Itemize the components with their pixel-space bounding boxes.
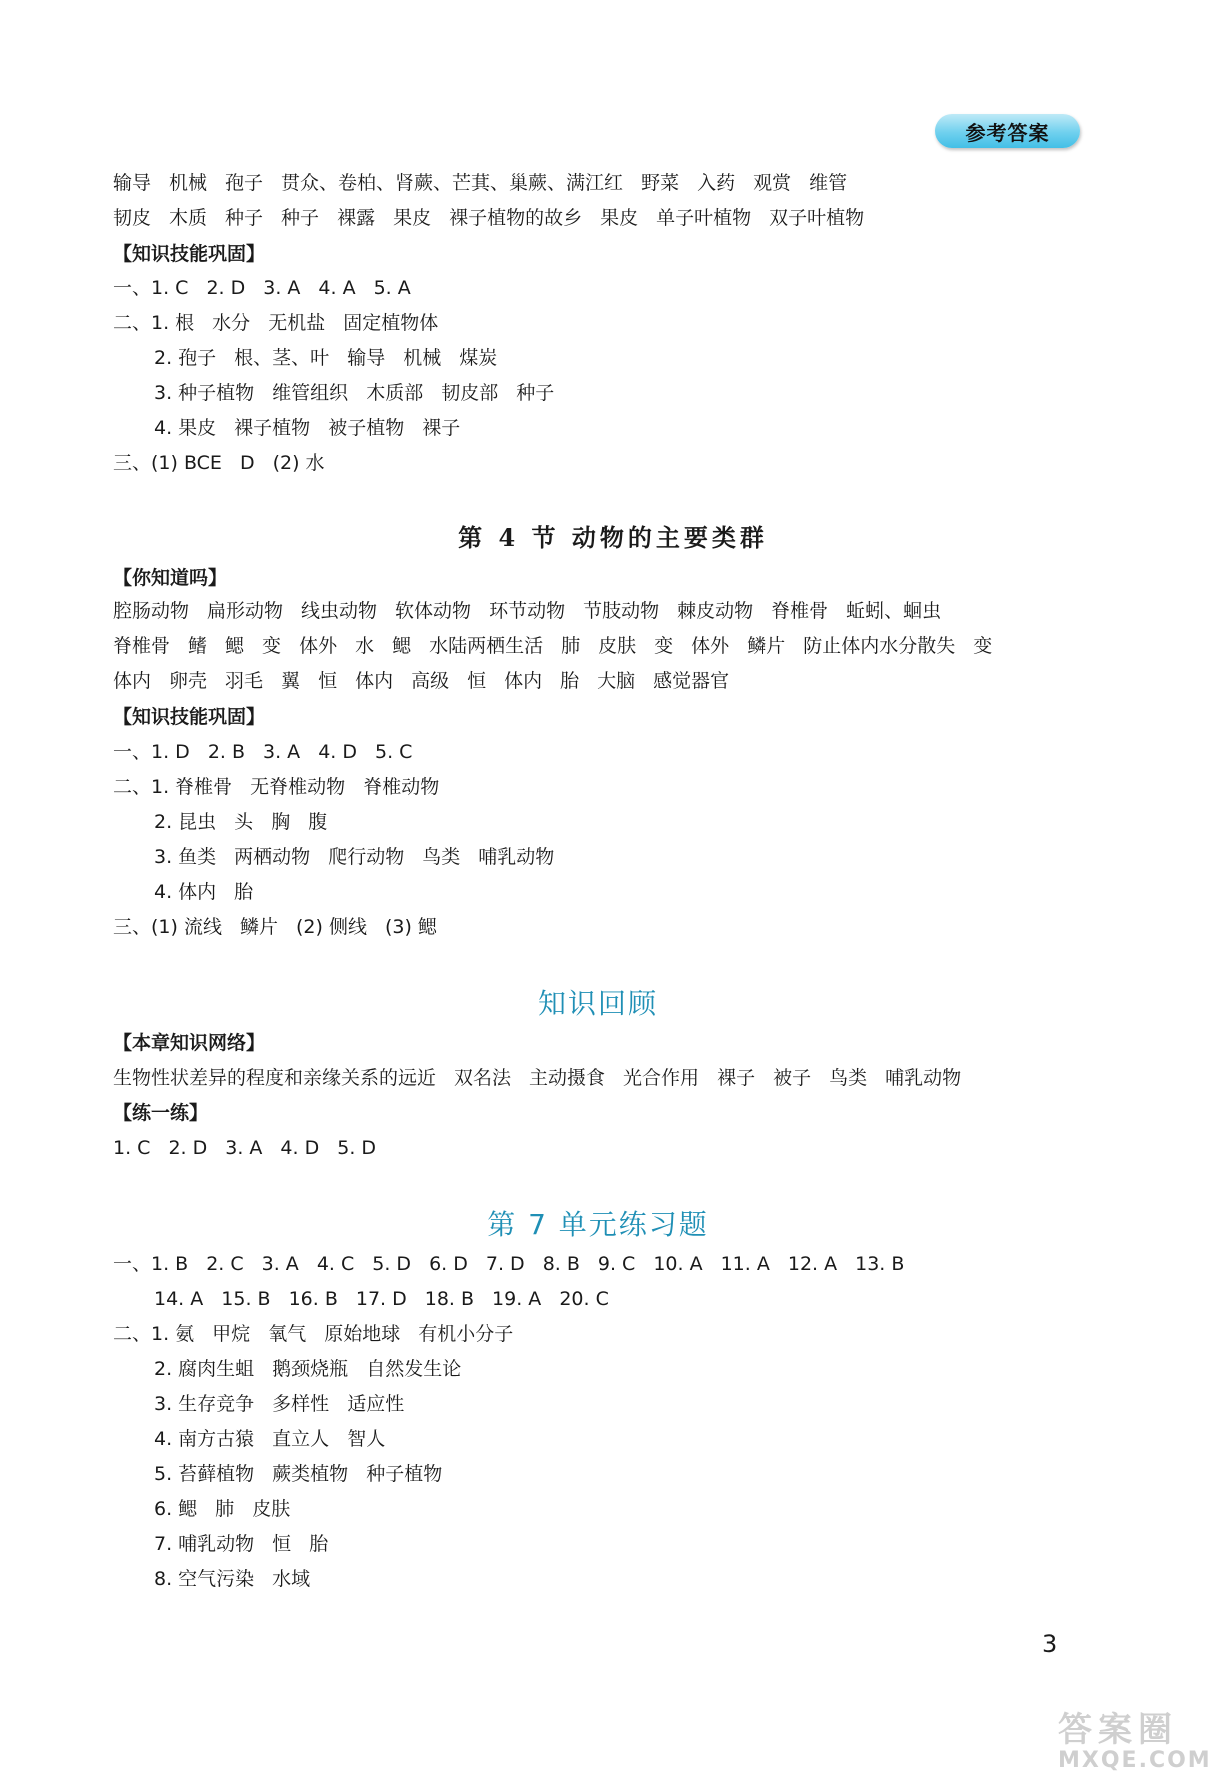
- answer-item: 蚯蚓、蛔虫: [846, 600, 942, 622]
- answer-item: 4. A: [318, 277, 356, 299]
- answer-item: 三、(1) 流线: [113, 916, 222, 938]
- answer-item: 胎: [309, 1533, 329, 1555]
- answer-item: 3. 鱼类: [154, 846, 217, 868]
- answer-item: 裸子植物的故乡: [449, 207, 583, 229]
- answer-item: 有机小分子: [418, 1323, 514, 1345]
- answer-item: 输导: [113, 172, 152, 194]
- answer-item: 腔肠动物: [113, 600, 190, 622]
- answer-item: 2. 孢子: [154, 347, 217, 369]
- answer-item: 7. D: [485, 1253, 525, 1275]
- answer-item: 2. 昆虫: [154, 811, 217, 833]
- answer-line: [113, 631, 992, 661]
- answer-line: [113, 596, 941, 626]
- answer-item: 水分: [212, 312, 251, 334]
- answer-item: 4. D: [318, 741, 357, 763]
- answer-item: 5. A: [373, 277, 411, 299]
- answer-item: 二、1. 氨: [113, 1323, 195, 1345]
- answer-item: 固定植物体: [343, 312, 439, 334]
- answer-item: 双名法: [454, 1067, 512, 1089]
- answer-item: 8. 空气污染: [154, 1568, 255, 1590]
- answer-item: 皮肤: [598, 635, 637, 657]
- answer-item: 光合作用: [623, 1067, 700, 1089]
- answer-line: [154, 378, 554, 408]
- answer-item: 甲烷: [212, 1323, 251, 1345]
- answer-item: 8. B: [542, 1253, 580, 1275]
- answer-item: 恒: [318, 670, 338, 692]
- section-heading: [113, 1098, 208, 1128]
- answer-item: 生物性状差异的程度和亲缘关系的远近: [113, 1067, 437, 1089]
- answer-item: 18. B: [424, 1288, 475, 1310]
- answer-item: 4. 体内: [154, 881, 217, 903]
- watermark-top: 答案圈: [1058, 1710, 1178, 1750]
- answer-item: 5. D: [372, 1253, 412, 1275]
- answer-item: 2. D: [206, 277, 246, 299]
- answer-item: 棘皮动物: [677, 600, 754, 622]
- answer-item: 三、(1) BCE: [113, 452, 222, 474]
- answer-line: [154, 877, 253, 907]
- answer-item: 体内: [113, 670, 152, 692]
- answer-item: 主动摄食: [529, 1067, 606, 1089]
- answer-item: 肺: [561, 635, 581, 657]
- answer-line: [113, 666, 729, 696]
- answer-line: [154, 807, 327, 837]
- answer-item: 3. 生存竞争: [154, 1393, 255, 1415]
- answer-item: 双子叶植物: [769, 207, 865, 229]
- answer-item: 4. 南方古猿: [154, 1428, 255, 1450]
- answer-item: 10. A: [653, 1253, 703, 1275]
- answer-item: 孢子: [225, 172, 264, 194]
- answer-item: 肺: [215, 1498, 235, 1520]
- answer-item: 多样性: [272, 1393, 330, 1415]
- answer-item: 自然发生论: [366, 1358, 462, 1380]
- answer-item: 变: [973, 635, 993, 657]
- page-number: 3: [1042, 1630, 1058, 1658]
- answer-item: 维管组织: [272, 382, 349, 404]
- answer-line: [113, 168, 847, 198]
- answer-item: 大脑: [597, 670, 636, 692]
- answer-item: 机械: [169, 172, 208, 194]
- answer-item: 二、1. 根: [113, 312, 195, 334]
- answer-item: 5. 苔藓植物: [154, 1463, 255, 1485]
- answer-item: 3. A: [261, 1253, 299, 1275]
- answer-line: [154, 1459, 442, 1489]
- answer-line: [113, 1319, 513, 1349]
- answer-line: [113, 1063, 961, 1093]
- answer-item: 防止体内水分散失: [803, 635, 956, 657]
- answer-item: 无脊椎动物: [250, 776, 346, 798]
- answer-item: 木质: [169, 207, 208, 229]
- answer-item: 恒: [272, 1533, 292, 1555]
- answer-line: [154, 1564, 310, 1594]
- answer-item: 11. A: [720, 1253, 770, 1275]
- answer-item: 15. B: [221, 1288, 271, 1310]
- answer-item: 脊椎骨: [771, 600, 829, 622]
- answer-item: 一、1. D: [113, 741, 190, 763]
- answer-item: 智人: [347, 1428, 386, 1450]
- answer-line: [154, 413, 460, 443]
- answer-item: 裸子植物: [234, 417, 311, 439]
- answer-item: 1. C: [113, 1137, 151, 1159]
- answer-item: 被子: [773, 1067, 812, 1089]
- answer-item: 鸟类: [422, 846, 461, 868]
- answer-line: [113, 448, 325, 478]
- answer-item: 腹: [308, 811, 328, 833]
- answer-item: 卵壳: [169, 670, 208, 692]
- answer-item: 野菜: [641, 172, 680, 194]
- answer-line: [154, 1494, 290, 1524]
- answer-item: 鳍: [188, 635, 208, 657]
- answer-item: 2. D: [168, 1137, 208, 1159]
- answer-item: 鳞片: [747, 635, 786, 657]
- section-heading: [113, 1028, 265, 1058]
- answer-line: [113, 308, 438, 338]
- answer-item: D: [239, 452, 255, 474]
- answer-item: 3. A: [263, 277, 301, 299]
- answer-item: 果皮: [600, 207, 639, 229]
- answer-item: 哺乳动物: [885, 1067, 962, 1089]
- answer-item: 适应性: [347, 1393, 405, 1415]
- unit-exercise-title: 第 7 单元练习题: [487, 1208, 709, 1241]
- answer-item: 【本章知识网络】: [113, 1032, 266, 1054]
- answer-item: 机械: [403, 347, 442, 369]
- answer-item: 12. A: [787, 1253, 838, 1275]
- answer-item: 裸子: [717, 1067, 756, 1089]
- answer-line: [113, 1133, 376, 1163]
- answer-item: 体内: [504, 670, 543, 692]
- answer-item: 胸: [271, 811, 291, 833]
- answer-item: 鳃: [392, 635, 412, 657]
- answer-item: 裸露: [337, 207, 376, 229]
- answer-item: 5. C: [375, 741, 413, 763]
- answer-item: 2. B: [207, 741, 246, 763]
- answer-item: 韧皮部: [441, 382, 499, 404]
- review-title: 知识回顾: [537, 987, 658, 1020]
- answer-item: (3) 鳃: [384, 916, 437, 938]
- answer-item: 皮肤: [252, 1498, 291, 1520]
- answer-item: 裸子: [422, 417, 461, 439]
- answer-item: 观赏: [753, 172, 792, 194]
- answer-item: 鹅颈烧瓶: [272, 1358, 349, 1380]
- answer-item: 爬行动物: [328, 846, 405, 868]
- answer-item: 软体动物: [395, 600, 472, 622]
- answer-item: 韧皮: [113, 207, 152, 229]
- answer-item: (2) 侧线: [295, 916, 367, 938]
- answer-line: [154, 343, 497, 373]
- answer-item: 6. 鳃: [154, 1498, 198, 1520]
- answer-item: 【知识技能巩固】: [113, 706, 266, 728]
- answer-item: 种子植物: [366, 1463, 443, 1485]
- answer-item: 水: [355, 635, 375, 657]
- answer-item: 节肢动物: [583, 600, 660, 622]
- answer-line: [113, 737, 412, 767]
- answer-item: 单子叶植物: [656, 207, 752, 229]
- answer-item: 鳞片: [239, 916, 278, 938]
- answer-item: 原始地球: [324, 1323, 401, 1345]
- answer-item: 二、1. 脊椎骨: [113, 776, 233, 798]
- answer-item: 20. C: [559, 1288, 609, 1310]
- section-heading: [113, 563, 227, 593]
- answer-item: 一、1. C: [113, 277, 189, 299]
- answer-item: 种子: [516, 382, 555, 404]
- answer-item: 14. A: [154, 1288, 204, 1310]
- answer-item: 木质部: [366, 382, 424, 404]
- answer-item: 【知识技能巩固】: [113, 243, 266, 265]
- answer-item: 脊椎动物: [363, 776, 440, 798]
- answer-item: 直立人: [272, 1428, 330, 1450]
- answer-item: 体外: [299, 635, 338, 657]
- answer-line: [113, 1249, 904, 1279]
- answer-item: (2) 水: [272, 452, 325, 474]
- answer-item: 无机盐: [268, 312, 326, 334]
- answer-item: 体内: [355, 670, 394, 692]
- answer-item: 感觉器官: [653, 670, 730, 692]
- answer-item: 4. 果皮: [154, 417, 217, 439]
- answer-line: [113, 203, 864, 233]
- answer-item: 氧气: [268, 1323, 307, 1345]
- section-heading: [113, 702, 265, 732]
- answer-line: [154, 842, 554, 872]
- answer-item: 环节动物: [489, 600, 566, 622]
- answer-line: [113, 912, 437, 942]
- answer-item: 体外: [691, 635, 730, 657]
- answer-item: 变: [654, 635, 674, 657]
- answer-item: 4. D: [280, 1137, 320, 1159]
- answer-item: 3. A: [263, 741, 301, 763]
- answer-item: 头: [234, 811, 254, 833]
- answer-item: 入药: [697, 172, 736, 194]
- answer-item: 种子: [225, 207, 264, 229]
- answer-item: 3. A: [225, 1137, 263, 1159]
- answer-item: 煤炭: [459, 347, 498, 369]
- answer-line: [154, 1529, 328, 1559]
- answer-item: 9. C: [597, 1253, 636, 1275]
- watermark-logo: [1058, 1712, 1218, 1786]
- answer-item: 19. A: [492, 1288, 542, 1310]
- answer-item: 果皮: [393, 207, 432, 229]
- answer-item: 2. 腐肉生蛆: [154, 1358, 255, 1380]
- answer-item: 【你知道吗】: [113, 567, 228, 589]
- answer-item: 被子植物: [328, 417, 405, 439]
- answer-line: [113, 273, 411, 303]
- answer-item: 扁形动物: [207, 600, 284, 622]
- answer-item: 胎: [560, 670, 580, 692]
- answer-item: 水陆两栖生活: [429, 635, 544, 657]
- watermark-bottom: MXQE.COM: [1058, 1748, 1212, 1773]
- answer-item: 2. C: [206, 1253, 244, 1275]
- answer-item: 高级: [411, 670, 450, 692]
- answer-item: 变: [262, 635, 282, 657]
- answer-item: 贯众、卷柏、肾蕨、芒萁、巢蕨、满江红: [281, 172, 624, 194]
- answer-item: 两栖动物: [234, 846, 311, 868]
- section-heading: [113, 239, 265, 269]
- answer-item: 6. D: [429, 1253, 468, 1275]
- answer-item: 羽毛: [225, 670, 264, 692]
- answer-item: 一、1. B: [113, 1253, 189, 1275]
- answer-line: [154, 1354, 461, 1384]
- answer-item: 7. 哺乳动物: [154, 1533, 255, 1555]
- answer-item: 13. B: [855, 1253, 905, 1275]
- answer-line: [154, 1284, 609, 1314]
- answer-line: [154, 1424, 385, 1454]
- answer-item: 输导: [347, 347, 386, 369]
- answer-item: 根、茎、叶: [234, 347, 330, 369]
- answer-item: 恒: [467, 670, 487, 692]
- answer-line: [154, 1389, 404, 1419]
- answer-line: [113, 772, 439, 802]
- answer-item: 17. D: [355, 1288, 407, 1310]
- answer-item: 鳃: [225, 635, 245, 657]
- answer-item: 哺乳动物: [478, 846, 555, 868]
- answer-item: 水域: [272, 1568, 311, 1590]
- section-title: 第 4 节 动物的主要类群: [458, 523, 768, 552]
- answer-item: 维管: [809, 172, 848, 194]
- answer-item: 3. 种子植物: [154, 382, 255, 404]
- answer-item: 脊椎骨: [113, 635, 171, 657]
- answer-item: 16. B: [288, 1288, 338, 1310]
- answer-item: 5. D: [337, 1137, 377, 1159]
- answer-item: 胎: [234, 881, 254, 903]
- answer-item: 线虫动物: [301, 600, 378, 622]
- answer-item: 鸟类: [829, 1067, 868, 1089]
- answer-item: 翼: [281, 670, 301, 692]
- answer-item: 4. C: [316, 1253, 355, 1275]
- answer-item: 蕨类植物: [272, 1463, 349, 1485]
- answer-item: 种子: [281, 207, 320, 229]
- answer-key-badge: 参考答案: [935, 114, 1080, 148]
- answer-item: 【练一练】: [113, 1102, 209, 1124]
